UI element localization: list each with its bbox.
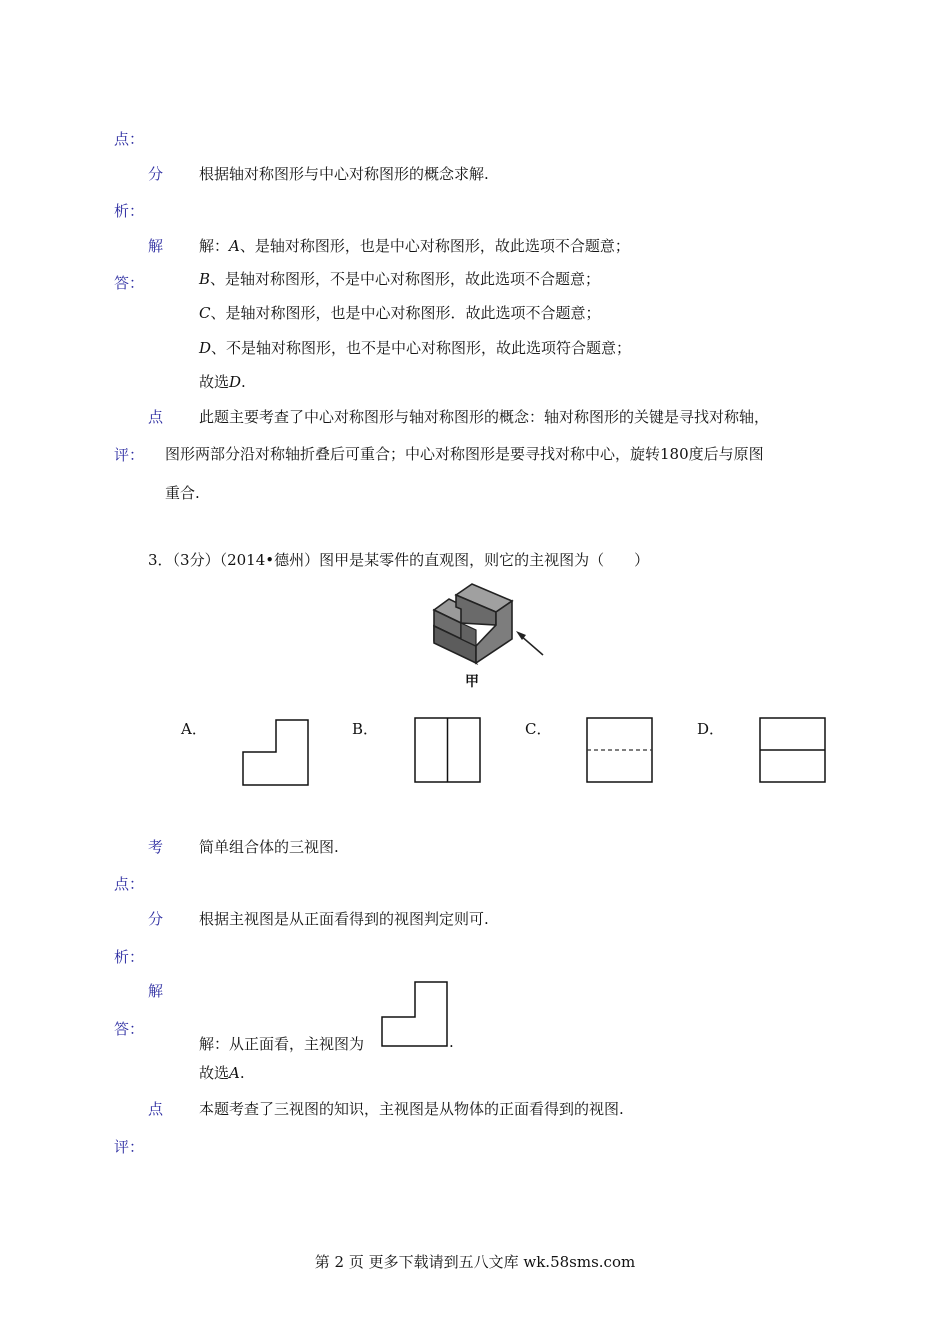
dianping-label: 点 <box>148 1100 164 1118</box>
jieda-choice <box>199 371 246 392</box>
option-c-figure <box>586 717 653 783</box>
fenxi-label: 分 <box>148 910 164 928</box>
part-3d-figure <box>430 583 555 668</box>
kaodian-label-tail: 点： <box>114 130 145 148</box>
option-a-figure <box>242 719 309 786</box>
answer-front-view-figure <box>381 981 448 1047</box>
jieda-label: 解 <box>148 982 164 1000</box>
kaodian-label: 考 <box>148 838 164 856</box>
jieda-label-tail: 答： <box>114 274 145 292</box>
dianping-text: 本题考查了三视图的知识，主视图是从物体的正面看得到的视图. <box>199 1100 624 1118</box>
jieda-text: 、是轴对称图形，也是中心对称图形，故此选项不合题意； <box>239 237 630 255</box>
fenxi-label-tail: 析： <box>114 202 145 220</box>
choice-letter: D <box>229 373 242 391</box>
choice-prefix: 故选 <box>199 373 230 391</box>
kaodian-text: 简单组合体的三视图. <box>199 838 339 856</box>
fenxi-label-tail: 析： <box>114 948 145 966</box>
option-letter: D <box>199 339 212 357</box>
choice-prefix: 故选 <box>199 1064 230 1082</box>
option-a-label: A． <box>181 720 207 738</box>
fenxi-text: 根据轴对称图形与中心对称图形的概念求解. <box>199 165 489 183</box>
jieda-label: 解 <box>148 237 164 255</box>
jieda-text-period: . <box>449 1033 454 1051</box>
jieda-line-a <box>199 235 630 256</box>
choice-period: . <box>239 1064 245 1082</box>
fenxi-label: 分 <box>148 165 164 183</box>
option-c-label: C． <box>525 720 552 738</box>
option-b-label: B． <box>352 720 379 738</box>
fenxi-text: 根据主视图是从正面看得到的视图判定则可. <box>199 910 489 928</box>
dianping-text-2: 图形两部分沿对称轴折叠后可重合；中心对称图形是要寻找对称中心，旋转180度后与原图 <box>165 445 764 463</box>
choice-letter: A <box>229 1064 240 1082</box>
dianping-text-1: 此题主要考查了中心对称图形与轴对称图形的概念：轴对称图形的关键是寻找对称轴， <box>199 408 770 426</box>
jieda-line-d <box>199 337 631 358</box>
question-stem: 3．（3分）（2014•德州）图甲是某零件的直观图，则它的主视图为（ ） <box>148 551 650 569</box>
page-footer: 第 2 页 更多下载请到五八文库 wk.58sms.com <box>314 1253 636 1271</box>
dianping-label-tail: 评： <box>114 1138 145 1156</box>
choice-period: . <box>241 373 246 391</box>
dianping-text-3: 重合. <box>165 484 200 502</box>
jieda-text: 、是轴对称图形，也是中心对称图形．故此选项不合题意； <box>210 304 601 322</box>
option-b-figure <box>414 717 481 783</box>
jieda-text: 、不是轴对称图形，也不是中心对称图形，故此选项符合题意； <box>211 339 632 357</box>
option-letter: A <box>229 237 240 255</box>
kaodian-label-tail: 点： <box>114 875 145 893</box>
jieda-text: 解：从正面看，主视图为 <box>199 1035 365 1053</box>
dianping-label: 点 <box>148 408 164 426</box>
option-letter: B <box>199 270 211 288</box>
option-d-label: D． <box>697 720 725 738</box>
jieda-choice <box>199 1062 245 1083</box>
jieda-label-tail: 答： <box>114 1020 145 1038</box>
jieda-line-b <box>199 268 600 289</box>
figure-caption: 甲 <box>465 674 479 690</box>
option-letter: C <box>199 304 211 322</box>
jieda-prefix: 解： <box>199 237 230 255</box>
dianping-label-tail: 评： <box>114 446 145 464</box>
option-d-figure <box>759 717 826 783</box>
jieda-line-c <box>199 302 601 323</box>
jieda-text: 、是轴对称图形，不是中心对称图形，故此选项不合题意； <box>210 270 601 288</box>
